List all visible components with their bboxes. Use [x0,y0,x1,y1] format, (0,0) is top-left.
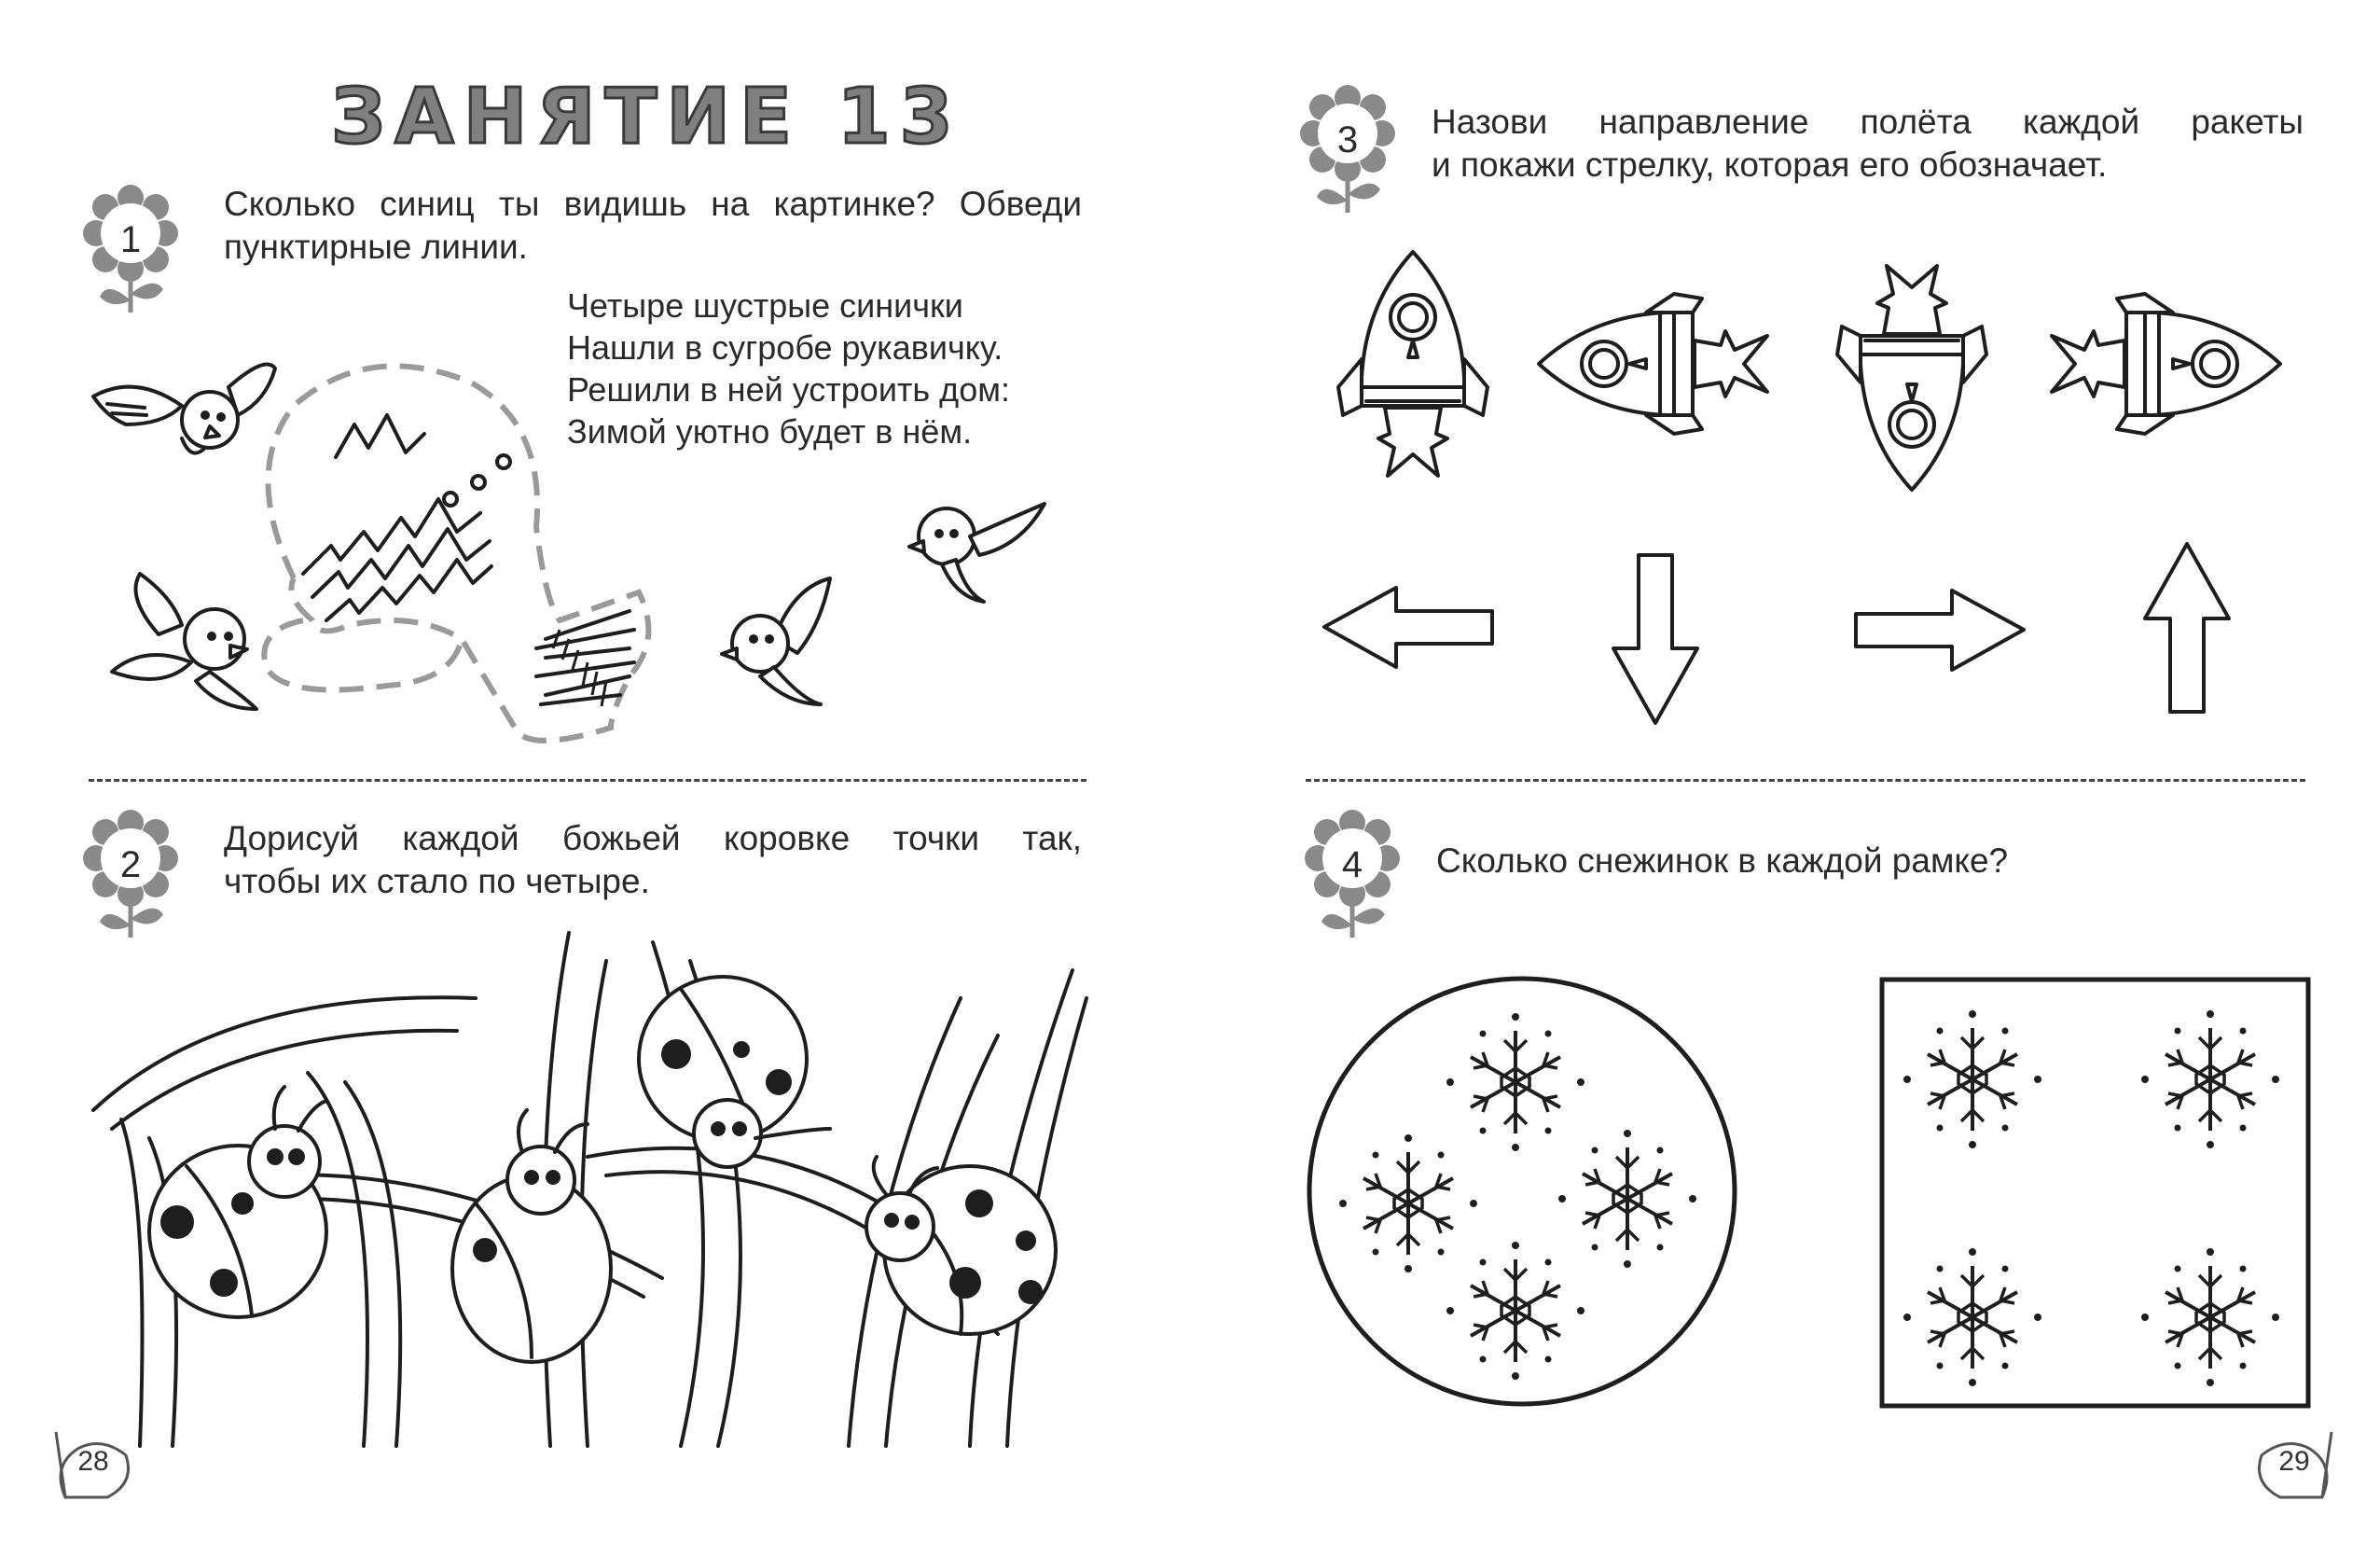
task-1-text [224,183,1082,269]
task-1-flower-badge [89,187,191,317]
arrow-right-icon [1851,586,2028,674]
snowflake-icon [2141,1010,2279,1148]
section-divider-left [89,779,1086,782]
arrow-up-icon [2140,539,2234,716]
task-2-number: 2 [119,844,142,885]
page-number-right [2252,1427,2336,1502]
square-frame [1879,977,2313,1411]
rocket-left [1534,289,1781,429]
round-frame [1306,975,1739,1409]
snowflake-icon [2141,1248,2279,1386]
task-3-line-1: Назови направление полёта каждой ракеты [1432,103,2304,141]
snowflake-icon [1903,1248,2041,1386]
rocket-up [1334,247,1492,485]
task-1-line-2: пунктирные линии. [224,228,528,266]
task-2-text [224,817,1082,903]
snowflake-icon [1903,1010,2041,1148]
titmouse-bird-2 [107,569,270,723]
rocket-down [1833,252,1991,494]
snowflake-icon [1446,1242,1584,1380]
titmouse-bird-3 [709,574,849,709]
arrow-left-icon [1320,583,1497,672]
task-4-text [1436,840,2276,883]
task-1-number: 1 [119,219,142,260]
task-4-flower-badge [1310,812,1413,942]
snowflake-icon [1339,1134,1477,1272]
snowflake-icon [1558,1130,1696,1268]
arrow-down-icon [1609,550,1702,728]
poem-line-2: Нашли в сугробе рукавичку. [567,328,1003,367]
titmouse-bird-1 [89,350,284,466]
task-3-text [1432,101,2304,187]
mitten-illustration [238,359,676,760]
page-number-right-text: 29 [2278,1446,2310,1477]
task-3-flower-badge [1306,87,1408,217]
poem-line-3: Решили в ней устроить дом: [567,370,1010,409]
ladybug-1 [149,1087,326,1317]
ladybugs-illustration [84,924,1091,1446]
lesson-title: ЗАНЯТИЕ 13 [331,73,962,161]
task-3-line-2: и покажи стрелку, которая его обозначает. [1432,146,2108,184]
page-number-left-text: 28 [77,1446,109,1477]
page-number-left [51,1427,135,1502]
poem-line-4: Зимой уютно будет в нём. [567,412,973,451]
task-2-line-1: Дорисуй каждой божьей коровке точки так, [224,819,1082,857]
task-2-line-2: чтобы их стало по четыре. [224,862,650,900]
ladybug-3 [639,977,830,1167]
task-1-line-1: Сколько синиц ты видишь на картинке? Обведи [224,185,1082,223]
rocket-right [2038,289,2285,429]
task-4-number: 4 [1341,844,1363,885]
task-3-number: 3 [1336,119,1359,160]
section-divider-right [1306,779,2305,782]
poem-line-1: Четыре шустрые синички [567,286,963,325]
task-4-line-1: Сколько снежинок в каждой рамке? [1436,841,2009,880]
task-2-flower-badge [89,812,191,942]
ladybug-2 [452,1110,611,1362]
snowflake-icon [1446,1013,1584,1151]
titmouse-bird-4 [900,485,1049,606]
